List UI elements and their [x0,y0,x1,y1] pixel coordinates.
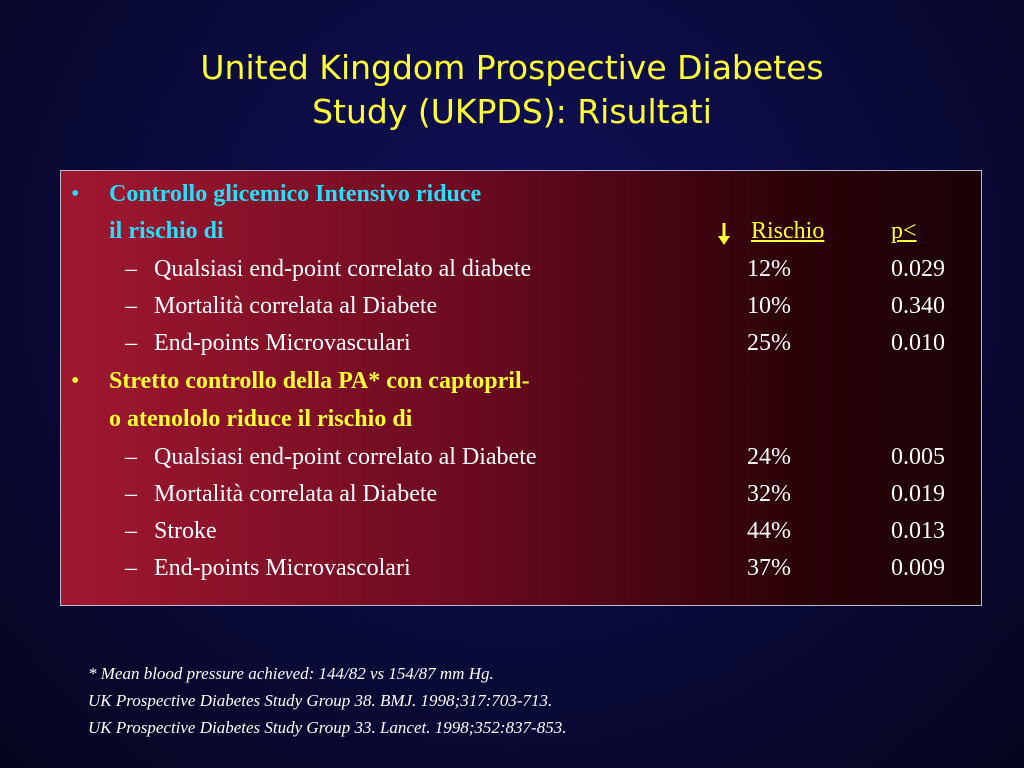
down-arrow-icon [717,221,731,254]
row-label: End-points Microvasculari [154,330,411,356]
table-row [61,444,981,481]
dash: – [125,518,137,544]
row-label: Qualsiasi end-point correlato al diabete [154,256,532,282]
dash: – [125,293,137,319]
dash: – [125,330,137,356]
row-label: Stroke [154,518,217,544]
footnote-reference-33: UK Prospective Diabetes Study Group 33. Lancet. 1998;352:837-853. [88,718,567,737]
table-row [61,330,981,367]
p-value: 0.005 [891,444,945,470]
row-label: Mortalità correlata al Diabete [154,293,438,319]
results-box [60,170,982,606]
section-1-heading-line-2: il rischio di [109,218,224,244]
risk-value: 24% [747,444,791,470]
footnote-reference-38: UK Prospective Diabetes Study Group 38. BMJ. 1998;317:703-713. [88,691,553,710]
dash: – [125,481,137,507]
risk-value: 25% [747,330,791,356]
slide-title-line-1: United Kingdom Prospective Diabetes [200,48,824,87]
risk-value: 10% [747,293,791,319]
dash: – [125,256,137,282]
risk-value: 37% [747,555,791,581]
row-label: End-points Microvascolari [154,555,411,581]
p-value: 0.019 [891,481,945,507]
section-2-heading-line-2: o atenololo riduce il rischio di [109,406,413,432]
footnote-blood-pressure: * Mean blood pressure achieved: 144/82 vs 154/87 mm Hg. [88,664,494,683]
risk-value: 32% [747,481,791,507]
dash: – [125,555,137,581]
section-2-heading-line-1: Stretto controllo della PA* con captopril- [109,368,530,394]
bullet: • [71,368,80,394]
bullet: • [71,181,80,207]
row-label: Qualsiasi end-point correlato al Diabete [154,444,537,470]
table-row [61,518,981,555]
table-row [61,256,981,293]
risk-value: 44% [747,518,791,544]
p-value: 0.010 [891,330,945,356]
section-2-heading-row-2 [61,406,981,443]
table-row [61,481,981,518]
row-label: Mortalità correlata al Diabete [154,481,438,507]
p-value: 0.340 [891,293,945,319]
section-2-heading-row-1 [61,368,981,405]
table-row [61,555,981,592]
risk-value: 12% [747,256,791,282]
section-1-heading-line-1: Controllo glicemico Intensivo riduce [109,181,482,207]
risk-column-header: Rischio [751,218,825,244]
p-value: 0.013 [891,518,945,544]
dash: – [125,444,137,470]
p-value: 0.029 [891,256,945,282]
table-row [61,293,981,330]
p-column-header: p< [891,218,917,244]
footnotes [88,660,566,741]
p-value: 0.009 [891,555,945,581]
section-1-heading-row-2 [61,218,981,255]
slide-title-line-2: Study (UKPDS): Risultati [312,92,712,131]
slide-title [0,46,1024,134]
section-1-heading-row-1 [61,181,981,218]
